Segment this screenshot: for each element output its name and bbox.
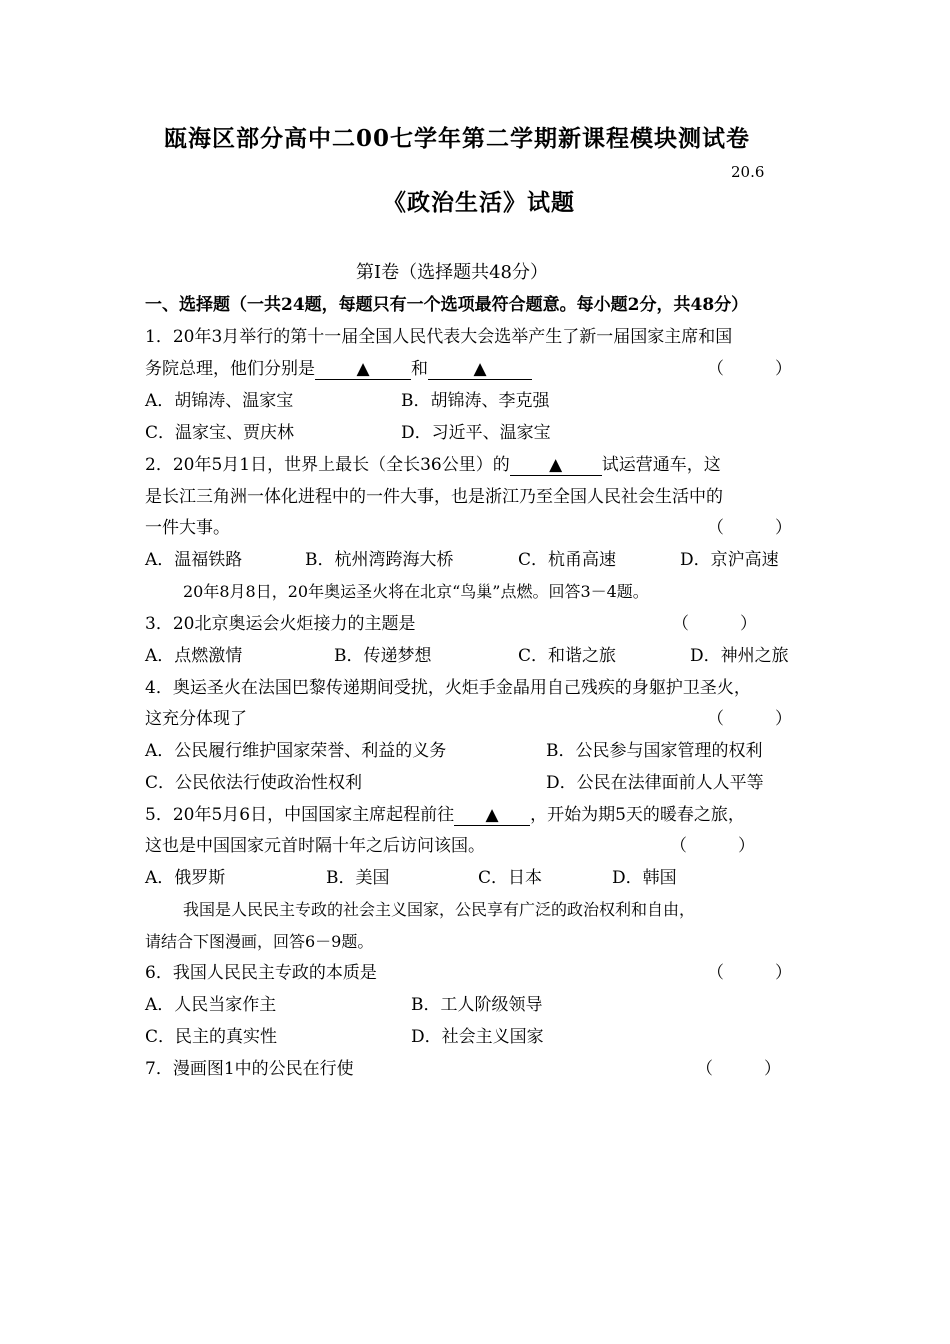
q1-text-a: 务院总理，他们分别是 <box>145 359 315 379</box>
q1-text-b: 和 <box>411 359 428 379</box>
q5-text-b: ，开始为期5天的暖春之旅， <box>530 805 745 825</box>
q6-option-c: C．民主的真实性 <box>145 1027 278 1047</box>
q4-option-c: C．公民依法行使政治性权利 <box>145 773 363 793</box>
q6-option-a: A．人民当家作主 <box>145 995 277 1015</box>
exam-date: 20.6 <box>731 163 765 181</box>
exam-subtitle: 《政治生活》试题 <box>383 189 575 216</box>
q5-option-c: C．日本 <box>478 868 543 888</box>
q6-answer-paren: （ ） <box>707 963 792 983</box>
q2-option-d: D．京沪高速 <box>680 550 779 570</box>
q7-answer-paren: （ ） <box>696 1059 781 1079</box>
q7-stem-line1: 7．漫画图1中的公民在行使 <box>145 1059 354 1079</box>
q4-stem-line1: 4．奥运圣火在法国巴黎传递期间受扰，火炬手金晶用自己残疾的身躯护卫圣火， <box>145 678 751 698</box>
q2-text-b: 试运营通车，这 <box>601 455 721 475</box>
q4-option-d: D．公民在法律面前人人平等 <box>546 773 764 793</box>
section-instruction: 一、选择题（一共24题，每题只有一个选项最符合题意。每小题2分，共48分） <box>145 295 749 315</box>
q2-option-b: B．杭州湾跨海大桥 <box>305 550 454 570</box>
q1-option-b: B．胡锦涛、李克强 <box>401 391 550 411</box>
q6-stem-line1: 6．我国人民民主专政的本质是 <box>145 963 377 983</box>
q4-stem-line2: 这充分体现了 <box>145 709 247 729</box>
intro-q3-q4: 20年8月8日，20年奥运圣火将在北京“鸟巢”点燃。回答3－4题。 <box>183 582 649 601</box>
q2-stem-line1 <box>145 454 721 476</box>
q5-option-a: A．俄罗斯 <box>145 868 226 888</box>
q3-option-c: C．和谐之旅 <box>518 646 617 666</box>
q1-option-d: D．习近平、温家宝 <box>401 423 551 443</box>
q5-option-d: D．韩国 <box>612 868 677 888</box>
q2-blank: ▲ <box>510 455 602 476</box>
q2-stem-line2: 是长江三角洲一体化进程中的一件大事，也是浙江乃至全国人民社会生活中的 <box>145 487 723 507</box>
q6-option-b: B．工人阶级领导 <box>411 995 543 1015</box>
q1-option-c: C．温家宝、贾庆林 <box>145 423 295 443</box>
q2-text-a: 2．20年5月1日，世界上最长（全长36公里）的 <box>145 455 510 475</box>
q3-option-b: B．传递梦想 <box>334 646 432 666</box>
q5-stem-line1 <box>145 804 745 826</box>
intro-q6-q9-line1: 我国是人民民主专政的社会主义国家，公民享有广泛的政治权利和自由， <box>183 900 696 919</box>
q1-blank-1: ▲ <box>315 359 411 380</box>
q3-option-d: D．神州之旅 <box>690 646 789 666</box>
q4-option-b: B．公民参与国家管理的权利 <box>546 741 763 761</box>
q2-stem-line3: 一件大事。 <box>145 518 230 538</box>
q1-option-a: A．胡锦涛、温家宝 <box>145 391 294 411</box>
intro-q6-q9-line2: 请结合下图漫画，回答6－9题。 <box>145 932 374 951</box>
exam-title: 瓯海区部分高中二00七学年第二学期新课程模块测试卷 <box>164 125 751 152</box>
q3-stem-line1: 3．20北京奥运会火炬接力的主题是 <box>145 614 416 634</box>
q2-answer-paren: （ ） <box>707 518 792 538</box>
q4-option-a: A．公民履行维护国家荣誉、利益的义务 <box>145 741 447 761</box>
q5-text-a: 5．20年5月6日，中国国家主席起程前往 <box>145 805 455 825</box>
q2-option-c: C．杭甬高速 <box>518 550 617 570</box>
q1-stem-line1: 1．20年3月举行的第十一届全国人民代表大会选举产生了新一届国家主席和国 <box>145 327 733 347</box>
q6-option-d: D．社会主义国家 <box>411 1027 544 1047</box>
q1-stem-line2 <box>145 358 532 380</box>
q5-answer-paren: （ ） <box>670 836 755 856</box>
q5-blank: ▲ <box>454 805 530 826</box>
q4-answer-paren: （ ） <box>707 709 792 729</box>
q1-answer-paren: （ ） <box>707 359 792 379</box>
q5-option-b: B．美国 <box>326 868 390 888</box>
q5-stem-line2: 这也是中国国家元首时隔十年之后访问该国。 <box>145 836 485 856</box>
q2-option-a: A．温福铁路 <box>145 550 243 570</box>
q3-answer-paren: （ ） <box>672 614 757 634</box>
q1-blank-2: ▲ <box>428 359 532 380</box>
section-heading: 第Ⅰ卷（选择题共48分） <box>356 262 549 283</box>
q3-option-a: A．点燃激情 <box>145 646 243 666</box>
